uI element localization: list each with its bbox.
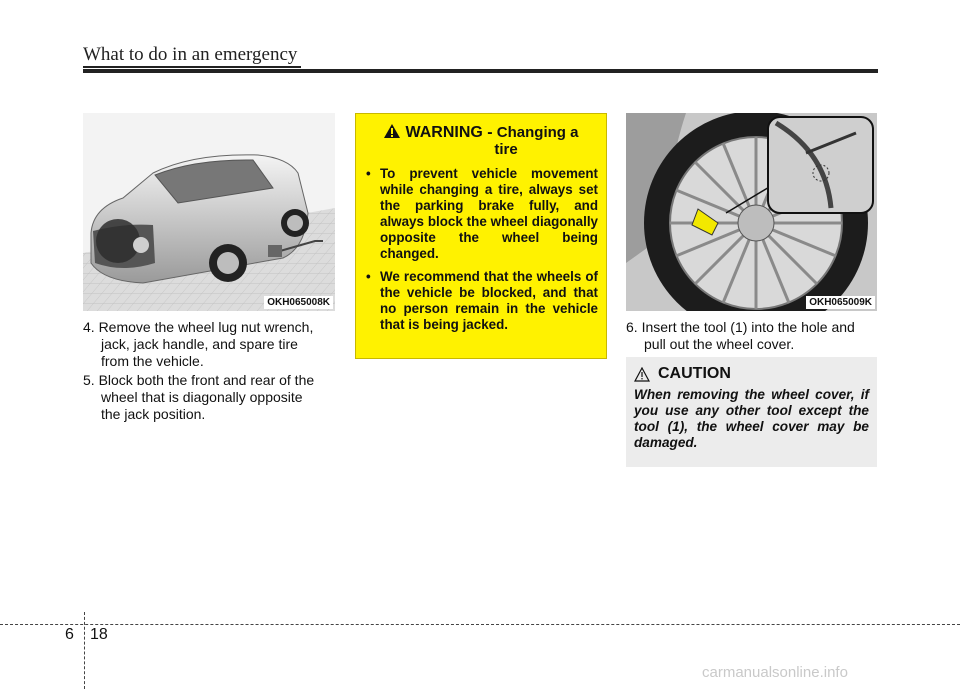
warning-subtitle-1: Changing a: [496, 124, 579, 141]
step-6: [626, 319, 878, 353]
caution-title-row: [634, 365, 869, 383]
warning-label: WARNING -: [405, 124, 493, 141]
caution-triangle-icon: [634, 367, 650, 382]
wheel-cover-illustration: [626, 113, 877, 311]
warning-title: [356, 124, 606, 158]
step-5-line-2: wheel that is diagonally opposite: [101, 389, 303, 405]
warning-item: • We recommend that the wheels of the vehicle be blocked, and that no person remain in the vehicle that is being jacked.: [366, 269, 598, 333]
figure-car-jack: [83, 113, 335, 311]
watermark: carmanualsonline.info: [702, 664, 848, 681]
step-4-line-2: jack, jack handle, and spare tire: [101, 336, 298, 352]
page-header-title: What to do in an emergency: [83, 44, 298, 65]
step-5-line-1: 5. Block both the front and rear of the: [83, 372, 315, 388]
figure-caption-left: OKH065008K: [264, 296, 333, 309]
page-chapter: 6: [65, 626, 74, 643]
caution-title: CAUTION: [658, 365, 731, 382]
step-4-line-1: 4. Remove the wheel lug nut wrench,: [83, 319, 314, 335]
warning-item: • To prevent vehicle movement while changing a tire, always set the parking brake fully, and always block the wheel diagonally opposite the wheel being changed.: [366, 166, 598, 262]
figure-wheel-cover: [626, 113, 877, 311]
figure-caption-right: OKH065009K: [806, 296, 875, 309]
footer-divider: [84, 612, 85, 689]
step-5: [83, 372, 335, 423]
car-jack-illustration: [83, 113, 335, 311]
header-rule: [83, 69, 878, 73]
page-number: 18: [90, 626, 108, 643]
caution-box: [626, 357, 877, 467]
step-6-line-2: pull out the wheel cover.: [644, 336, 795, 352]
step-4: [83, 319, 335, 370]
footer-rule: [0, 624, 960, 625]
warning-triangle-icon: [384, 124, 400, 138]
warning-box: [355, 113, 607, 359]
header-rule-accent: [83, 66, 301, 68]
step-5-line-3: the jack position.: [101, 406, 206, 422]
step-6-line-1: 6. Insert the tool (1) into the hole and: [626, 319, 855, 335]
caution-text: When removing the wheel cover, if you use any other tool except the tool (1), the wheel cover may be damaged.: [634, 387, 869, 450]
warning-subtitle-2: tire: [494, 141, 518, 158]
warning-list: [366, 166, 598, 333]
step-4-line-3: from the vehicle.: [101, 353, 204, 369]
